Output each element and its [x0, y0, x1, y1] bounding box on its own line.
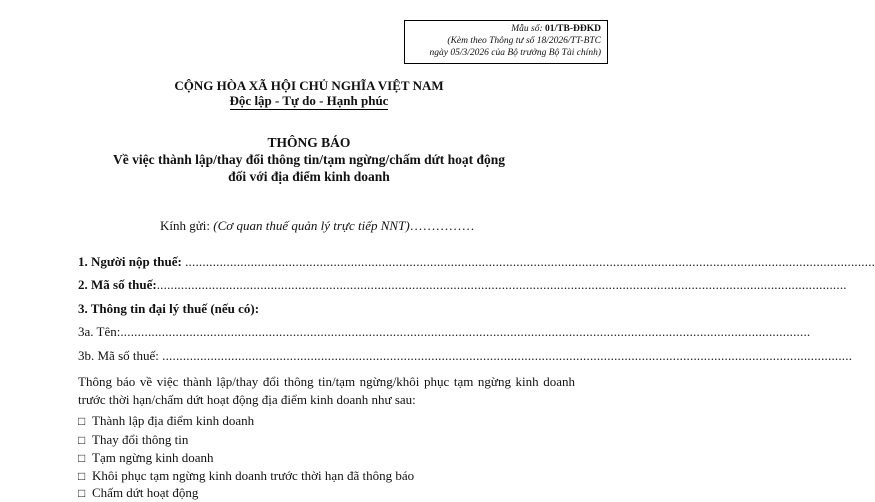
- checkbox-icon[interactable]: □: [78, 451, 86, 465]
- taxid-field[interactable]: [78, 277, 847, 293]
- form-circular-ref: (Kèm theo Thông tư số 18/2026/TT-BTC: [447, 36, 601, 46]
- taxid-label: 2. Mã số thuế:: [78, 277, 157, 292]
- agent-name-label: 3a. Tên:: [78, 324, 121, 339]
- option-label: Khôi phục tạm ngừng kinh doanh trước thời hạn đã thông báo: [92, 468, 415, 483]
- nation-heading: CỘNG HÒA XÃ HỘI CHỦ NGHĨA VIỆT NAM: [174, 78, 444, 93]
- agent-name-field[interactable]: [78, 324, 811, 340]
- motto: [0, 93, 618, 109]
- agent-taxid-label: 3b. Mã số thuế:: [78, 348, 159, 363]
- agent-section-heading: [78, 301, 259, 317]
- checkbox-icon[interactable]: □: [78, 469, 86, 483]
- taxid-dots: ........................................................................................................................................................................................................: [156, 277, 847, 292]
- checkbox-icon[interactable]: □: [78, 486, 86, 500]
- option-change-info[interactable]: [78, 432, 188, 448]
- taxpayer-field[interactable]: [78, 254, 875, 270]
- option-label: Thành lập địa điểm kinh doanh: [92, 413, 255, 428]
- form-code: [409, 23, 601, 35]
- recipient-value: (Cơ quan thuế quản lý trực tiếp NNT): [213, 218, 410, 233]
- checkbox-icon[interactable]: □: [78, 433, 86, 447]
- option-establish[interactable]: [78, 413, 254, 429]
- checkbox-icon[interactable]: □: [78, 414, 86, 428]
- notice-paragraph: Thông báo về việc thành lập/thay đổi thông tin/tạm ngừng/khôi phục tạm ngừng kinh doanh trước thời hạn/chấm dứt hoạt động địa điểm kinh doanh như sau:: [78, 374, 575, 407]
- document-subtitle-line2: đối với địa điểm kinh doanh: [228, 169, 390, 184]
- agent-taxid-field[interactable]: [78, 348, 853, 364]
- option-label: Chấm dứt hoạt động: [92, 485, 199, 500]
- agent-name-dots: ........................................................................................................................................................................................................: [120, 324, 811, 339]
- taxpayer-label: 1. Người nộp thuế:: [78, 254, 182, 269]
- option-label: Thay đổi thông tin: [92, 432, 189, 447]
- option-suspend[interactable]: [78, 450, 214, 466]
- taxpayer-dots: ........................................................................................................................................................................................................: [185, 254, 875, 269]
- document-subtitle-line1: Về việc thành lập/thay đổi thông tin/tạm ngừng/chấm dứt hoạt động: [112, 152, 505, 167]
- form-code-value: 01/TB-ĐĐKD: [545, 24, 601, 34]
- option-resume[interactable]: [78, 468, 414, 484]
- form-code-label: Mẫu số:: [511, 24, 543, 34]
- recipient-dots: ……………: [409, 218, 475, 233]
- form-circular-date: ngày 05/3/2026 của Bộ trưởng Bộ Tài chính): [429, 48, 601, 58]
- agent-taxid-dots: ........................................................................................................................................................................................................: [162, 348, 853, 363]
- motto-text: Độc lập - Tự do - Hạnh phúc: [229, 93, 389, 108]
- document-title: THÔNG BÁO: [267, 135, 351, 150]
- recipient-line: [160, 218, 475, 234]
- form-code-box: [404, 20, 608, 64]
- option-label: Tạm ngừng kinh doanh: [92, 450, 214, 465]
- recipient-label: Kính gửi:: [160, 218, 211, 233]
- agent-label: 3. Thông tin đại lý thuế (nếu có):: [78, 301, 260, 316]
- option-terminate[interactable]: [78, 485, 198, 501]
